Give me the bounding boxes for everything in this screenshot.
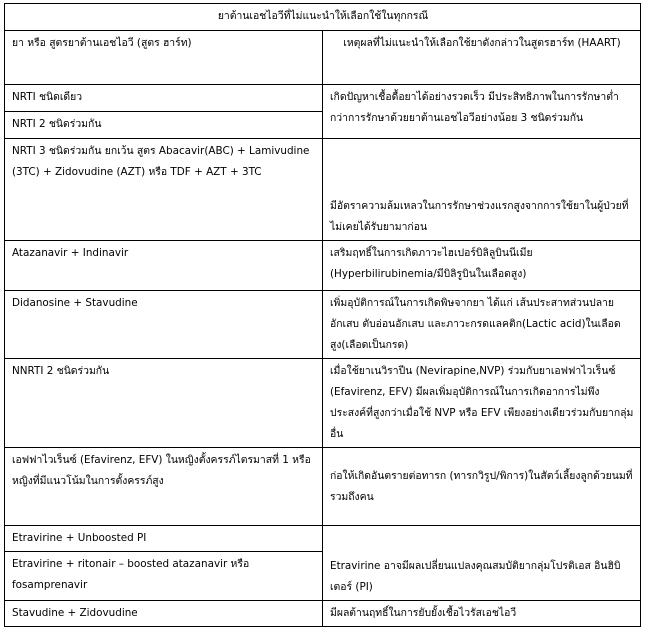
row4-drug: Atazanavir + Indinavir <box>5 241 323 291</box>
row6-drug: NNRTI 2 ชนิดร่วมกัน <box>5 359 323 448</box>
row10-reason: มีผลต้านฤทธิ์ในการยับยั้งเชื้อไวรัสเอชไอวี <box>323 601 641 627</box>
rows12-reason: เกิดปัญหาเชื้อดื้อยาได้อย่างรวดเร็ว มีประสิทธิภาพในการรักษาต่ำกว่าการรักษาด้วยยาต้านเอชไอวีอย่างน้อย 3 ชนิดร่วมกัน <box>323 85 641 139</box>
row3-drug: NRTI 3 ชนิดร่วมกัน ยกเว้น สูตร Abacavir(ABC) + Lamivudine (3TC) + Zidovudine (AZT) หรือ TDF + AZT + 3TC <box>5 139 323 241</box>
row5-reason: เพิ่มอุบัติการณ์ในการเกิดพิษจากยา ได้แก่ เส้นประสาทส่วนปลายอักเสบ ตับอ่อนอักเสบ และภาวะกรดแลคติก(Lactic acid)ในเลือดสูง(เลือดเป็นกรด) <box>323 291 641 359</box>
row7-drug: เอฟฟาไวเร็นซ์ (Efavirenz, EFV) ในหญิงตั้งครรภ์ไตรมาสที่ 1 หรือหญิงที่มีแนวโน้มในการตั้งครรภ์สูง <box>5 448 323 526</box>
row8-drug: Etravirine + Unboosted PI <box>5 526 323 552</box>
table-title-row <box>5 4 641 31</box>
row7-reason: ก่อให้เกิดอันตรายต่อทารก (ทารกวิรูป/พิการ)ในสัตว์เลี้ยงลูกด้วยนมที่รวมถึงคน <box>323 448 641 526</box>
table-row <box>5 139 641 241</box>
table-row <box>5 241 641 291</box>
row9-drug: Etravirine + ritonair – boosted atazanavir หรือ fosamprenavir <box>5 552 323 601</box>
row2-drug: NRTI 2 ชนิดร่วมกัน <box>5 112 323 139</box>
row4-reason: เสริมฤทธิ์ในการเกิดภาวะไฮเปอร์บิลิลูบินนีเมีย (Hyperbilirubinemia/มีบิลิรูบินในเลือดสูง) <box>323 241 641 291</box>
haart-drug-table <box>4 3 641 627</box>
table-title: ยาต้านเอชไอวีที่ไม่แนะนำให้เลือกใช้ในทุกกรณี <box>5 4 641 31</box>
row3-reason: มีอัตราความล้มเหลวในการรักษาช่วงแรกสูงจากการใช้ยาในผู้ป่วยที่ไม่เคยได้รับยามาก่อน <box>323 139 641 241</box>
table-row <box>5 291 641 359</box>
header-drug-regimen: ยา หรือ สูตรยาต้านเอชไอวี (สูตร ฮาร์ท) <box>5 31 323 85</box>
rows89-reason: Etravirine อาจมีผลเปลี่ยนแปลงคุณสมบัติยากลุ่มโปรติเอส อินฮิบิเตอร์ (PI) <box>323 526 641 601</box>
row5-drug: Didanosine + Stavudine <box>5 291 323 359</box>
row1-drug: NRTI ชนิดเดียว <box>5 85 323 112</box>
header-reason: เหตุผลที่ไม่แนะนำให้เลือกใช้ยาดังกล่าวในสูตรฮาร์ท (HAART) <box>323 31 641 85</box>
table-row <box>5 601 641 627</box>
row10-drug: Stavudine + Zidovudine <box>5 601 323 627</box>
table-row <box>5 359 641 448</box>
table-row <box>5 526 641 552</box>
table-row <box>5 85 641 112</box>
row6-reason: เมื่อใช้ยาเนวิราปีน (Nevirapine,NVP) ร่วมกับยาเอฟฟาไวเร็นซ์ (Efavirenz, EFV) มีผลเพิ่มอุบัติการณ์ในการเกิดอาการไม่พึงประสงค์ที่สูงกว่าเมื่อใช้ NVP หรือ EFV เพียงอย่างเดียวร่วมกับยากลุ่มอื่น <box>323 359 641 448</box>
table-header-row <box>5 31 641 85</box>
table-row <box>5 448 641 526</box>
